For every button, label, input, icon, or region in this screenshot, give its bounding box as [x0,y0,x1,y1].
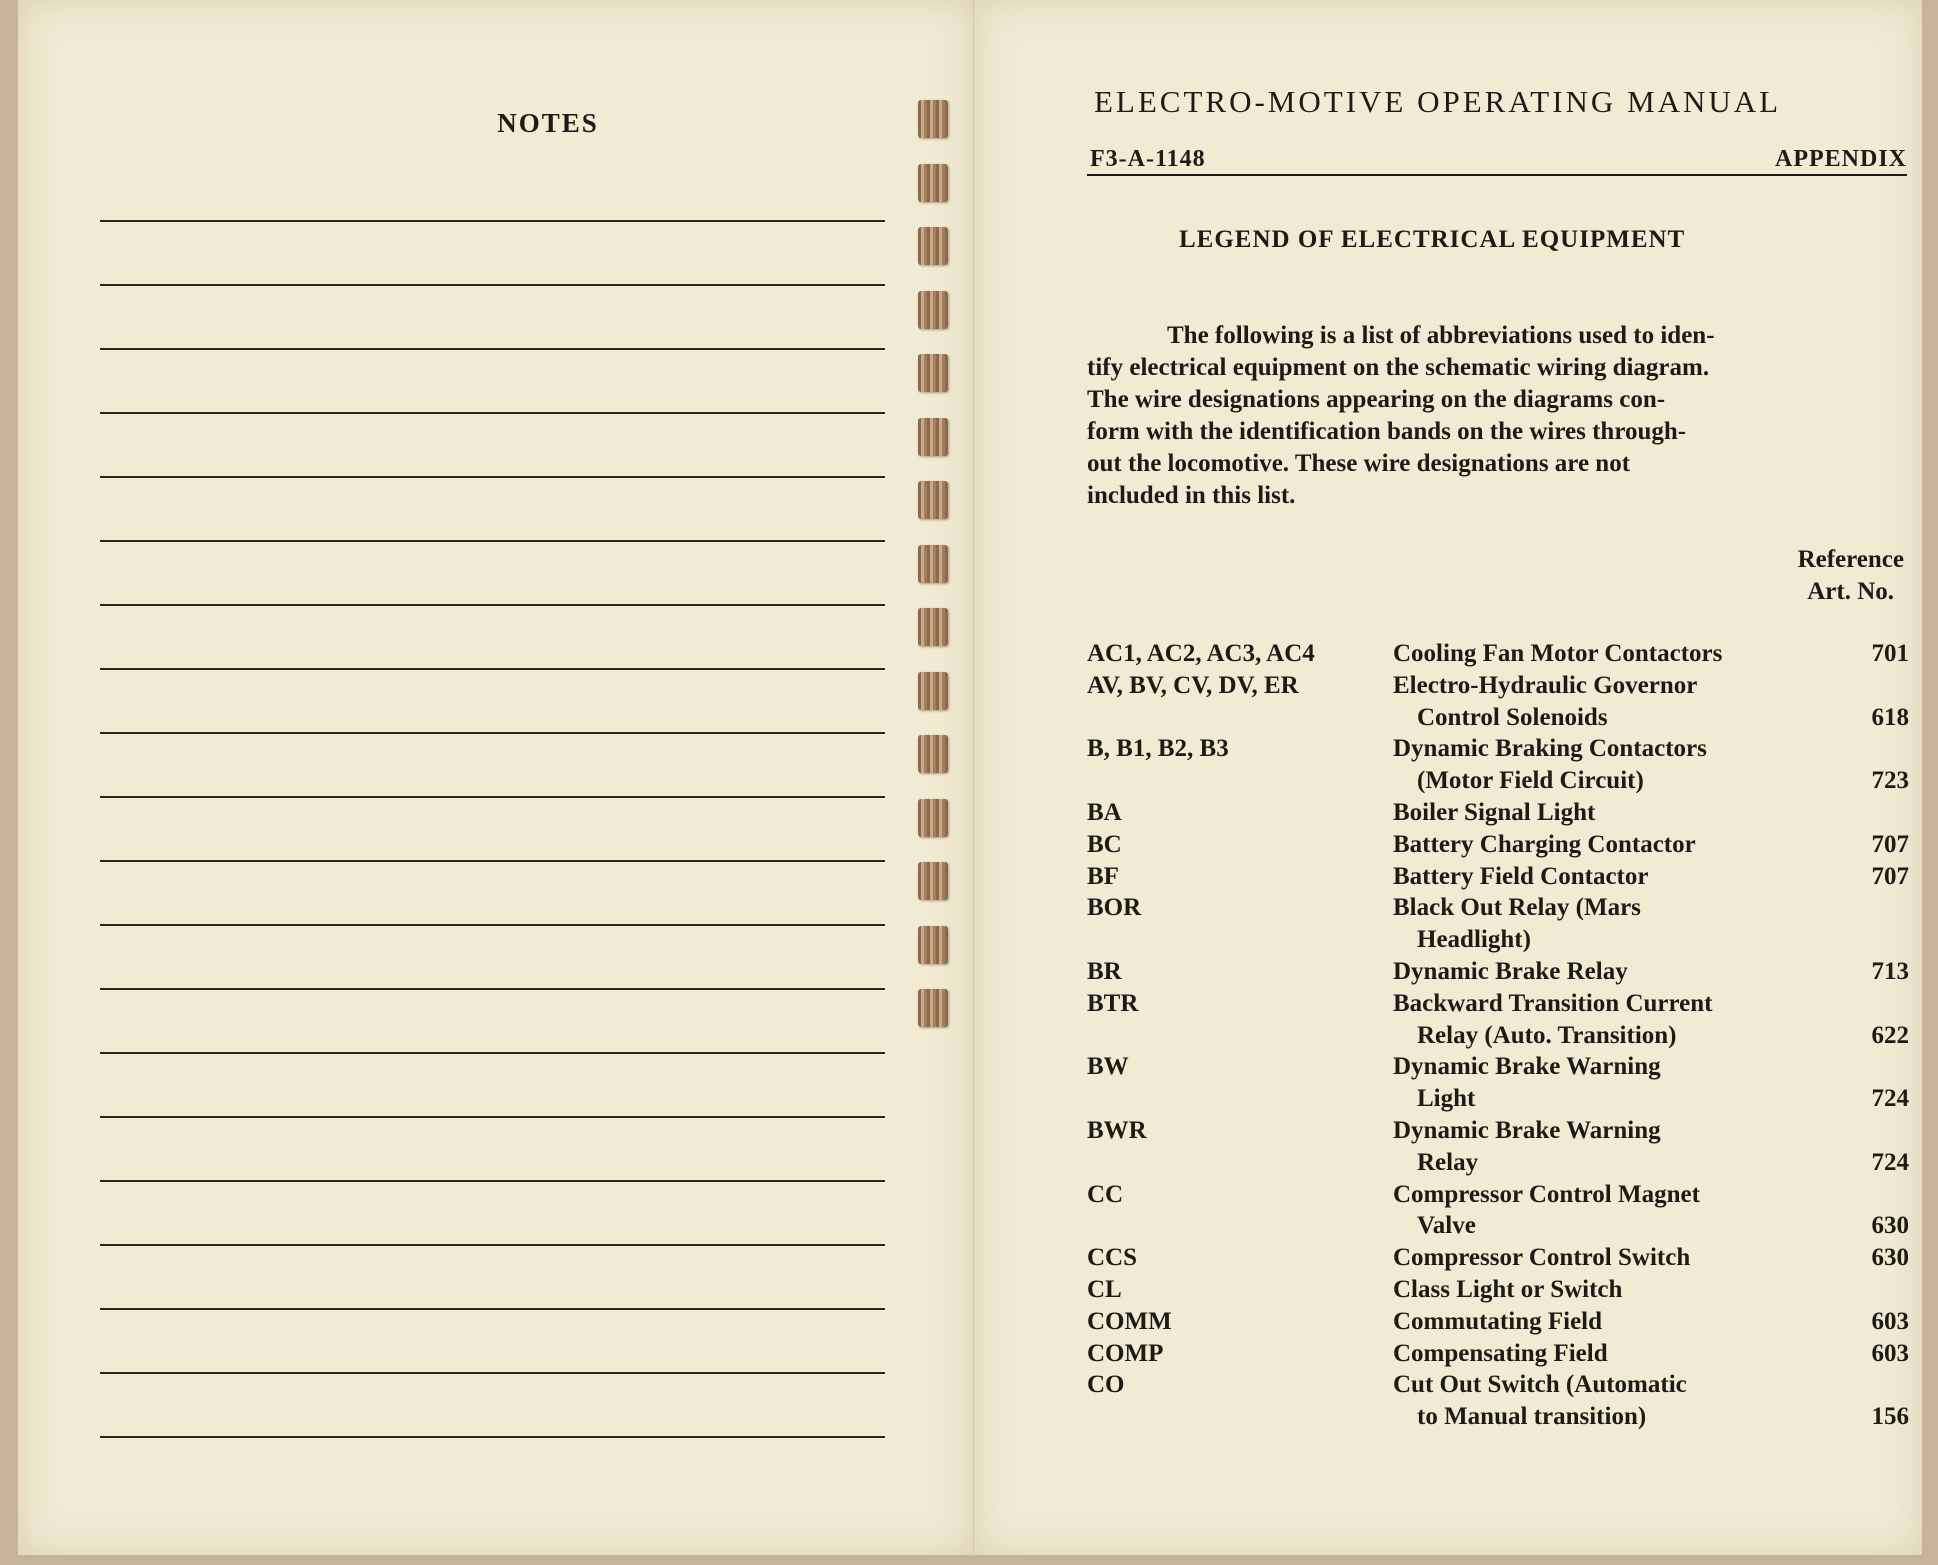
note-line [100,412,885,414]
legend-entry [1087,1051,1909,1115]
legend-entry [1087,956,1909,988]
binding-ring [918,989,948,1027]
entry-description: Black Out Relay (Mars [1393,894,1641,922]
entry-description: Battery Charging Contactor [1393,830,1696,858]
entry-art-number: 701 [1871,640,1909,667]
header-rule [1087,174,1907,176]
legend-entry [1087,1115,1909,1179]
entry-abbreviation: COMP [1087,1339,1164,1367]
entry-description: Control Solenoids [1417,703,1608,731]
entry-art-number: 603 [1871,1307,1909,1335]
binding-ring [918,608,948,646]
note-line [100,924,885,926]
binding-ring [918,735,948,773]
art-no-label: Art. No. [1807,578,1894,605]
note-line [100,796,885,798]
note-line [100,284,885,286]
legend-entries [1087,638,1909,1433]
entry-abbreviation: AC1, AC2, AC3, AC4 [1087,640,1315,667]
intro-line: form with the identification bands on the wires through- [1087,418,1687,445]
intro-line: included in this list. [1087,482,1296,509]
binding-ring [918,291,948,329]
legend-entry [1087,797,1909,829]
binding-ring [918,862,948,900]
entry-description: Class Light or Switch [1393,1275,1623,1303]
legend-entry [1087,829,1909,861]
binding-ring [918,799,948,837]
entry-description: Compensating Field [1393,1339,1608,1367]
entry-abbreviation: CC [1087,1180,1124,1208]
note-line [100,1436,885,1438]
entry-art-number: 724 [1871,1085,1909,1113]
entry-abbreviation: B, B1, B2, B3 [1087,735,1229,763]
entry-description: Compressor Control Magnet [1393,1180,1700,1208]
legend-entry [1087,861,1909,893]
reference-header [1798,544,1904,608]
entry-description: Dynamic Braking Contactors [1393,735,1707,763]
entry-description: Backward Transition Current [1393,989,1713,1017]
entry-art-number: 707 [1871,830,1909,858]
entry-art-number: 707 [1871,862,1909,890]
legend-entry [1087,1306,1909,1338]
note-line [100,1244,885,1246]
binding-ring [918,418,948,456]
entry-description: to Manual transition) [1417,1403,1647,1431]
entry-description: Electro-Hydraulic Governor [1393,671,1698,699]
entry-description: Relay (Auto. Transition) [1417,1021,1677,1049]
legend-title: LEGEND OF ELECTRICAL EQUIPMENT [1179,226,1686,253]
intro-line: tify electrical equipment on the schematic wiring diagram. [1087,354,1710,381]
legend-entry [1087,988,1909,1052]
entry-art-number: 630 [1871,1212,1909,1240]
legend-entry [1087,1369,1909,1433]
intro-line: The wire designations appearing on the diagrams con- [1087,386,1666,413]
legend-entry [1087,1179,1909,1243]
note-line [100,988,885,990]
note-line [100,220,885,222]
note-line [100,860,885,862]
entry-description: Valve [1417,1212,1476,1240]
entry-abbreviation: AV, BV, CV, DV, ER [1087,671,1299,699]
intro-paragraph [1087,320,1897,512]
note-line [100,732,885,734]
entry-art-number: 724 [1871,1148,1909,1176]
reference-label: Reference [1797,546,1904,573]
entry-abbreviation: CO [1087,1371,1125,1399]
binding-ring [918,354,948,392]
binding-ring [918,672,948,710]
binding-ring [918,164,948,202]
binding-ring [918,227,948,265]
left-page-notes [18,0,973,1555]
entry-abbreviation: BTR [1087,989,1139,1017]
entry-abbreviation: CL [1087,1275,1122,1303]
entry-abbreviation: BWR [1087,1116,1147,1144]
binding-ring [918,481,948,519]
note-line [100,540,885,542]
note-line [100,1052,885,1054]
legend-entry [1087,1274,1909,1306]
binding-ring [918,100,948,138]
entry-abbreviation: COMM [1087,1307,1172,1335]
entry-abbreviation: CCS [1087,1244,1138,1272]
entry-abbreviation: BC [1087,830,1122,858]
intro-line: out the locomotive. These wire designations are not [1087,450,1631,477]
entry-description: Relay [1417,1148,1479,1176]
entry-abbreviation: BR [1087,957,1122,985]
entry-description: Commutating Field [1393,1307,1603,1335]
manual-title: ELECTRO-MOTIVE OPERATING MANUAL [1094,84,1782,119]
entry-description: (Motor Field Circuit) [1417,767,1644,795]
entry-description: Boiler Signal Light [1393,798,1596,826]
note-line [100,668,885,670]
intro-line: The following is a list of abbreviations used to iden- [1167,322,1715,349]
note-line [100,1116,885,1118]
binding-ring [918,545,948,583]
entry-abbreviation: BF [1087,862,1119,890]
entry-art-number: 618 [1871,703,1909,731]
entry-art-number: 156 [1871,1403,1909,1431]
note-line [100,1308,885,1310]
legend-entry [1087,733,1909,797]
entry-art-number: 603 [1871,1339,1909,1367]
entry-description: Dynamic Brake Warning [1393,1053,1661,1081]
entry-description: Cut Out Switch (Automatic [1393,1371,1687,1399]
notes-title: NOTES [497,108,599,138]
entry-description: Battery Field Contactor [1393,862,1649,890]
legend-entry [1087,1242,1909,1274]
note-line [100,348,885,350]
entry-art-number: 630 [1871,1244,1909,1272]
entry-art-number: 713 [1871,957,1909,985]
entry-description: Dynamic Brake Relay [1393,957,1628,985]
entry-description: Cooling Fan Motor Contactors [1393,640,1723,667]
entry-description: Headlight) [1417,926,1531,954]
note-line [100,1372,885,1374]
entry-art-number: 622 [1871,1021,1909,1049]
legend-entry [1087,670,1909,734]
entry-description: Light [1417,1085,1476,1113]
entry-description: Dynamic Brake Warning [1393,1116,1661,1144]
entry-abbreviation: BOR [1087,894,1142,922]
legend-entry [1087,892,1909,956]
right-page-legend [973,0,1922,1555]
legend-entry [1087,638,1909,670]
entry-art-number: 723 [1871,767,1909,795]
model-number: F3-A-1148 [1090,146,1206,172]
note-line [100,604,885,606]
note-line [100,1180,885,1182]
binding-ring [918,926,948,964]
legend-entry [1087,1338,1909,1370]
note-line [100,476,885,478]
entry-abbreviation: BW [1087,1053,1129,1081]
section-name: APPENDIX [1775,146,1907,172]
entry-abbreviation: BA [1087,798,1122,826]
entry-description: Compressor Control Switch [1393,1244,1691,1272]
